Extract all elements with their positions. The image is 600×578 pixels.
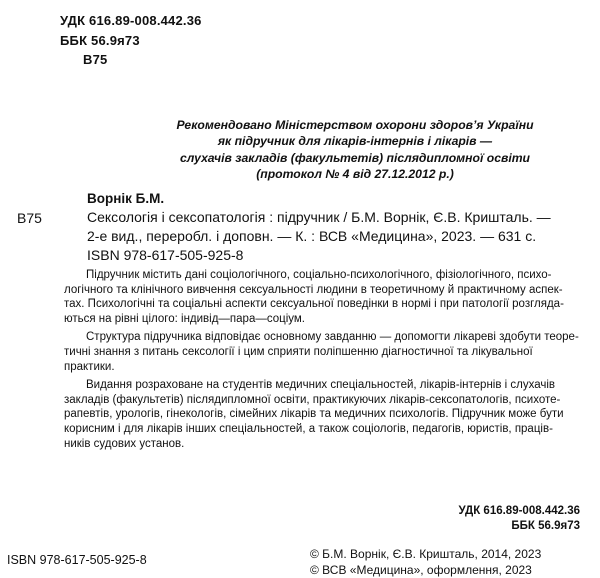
copyright-line: © Б.М. Ворнік, Є.В. Кришталь, 2014, 2023 <box>310 547 541 563</box>
author-mark-marker: В75 <box>17 210 42 226</box>
abstract-paragraph <box>64 268 594 326</box>
abstract-line: тичні знання з питань сексології і цим сприяти поліпшенню діагностичної та лікувальної <box>64 345 594 360</box>
biblio-line: Сексологія і сексопатологія : підручник / Б.М. Ворнік, Є.В. Кришталь. — <box>87 208 592 227</box>
udk-code: УДК 616.89-008.442.36 <box>60 13 202 28</box>
bottom-classification <box>458 504 580 534</box>
recommendation-line: Рекомендовано Міністерством охорони здоров’я України <box>150 117 560 133</box>
author-name: Ворнік Б.М. <box>87 191 164 206</box>
isbn-bottom: ISBN 978-617-505-925-8 <box>7 553 147 567</box>
biblio-isbn: ISBN 978-617-505-925-8 <box>87 246 592 265</box>
ministry-recommendation <box>150 117 560 183</box>
abstract-line: корисним і для лікарів інших спеціальностей, а також соціологів, педагогів, юристів, праців- <box>64 422 594 437</box>
udk-code-bottom: УДК 616.89-008.442.36 <box>458 504 580 519</box>
copyright-line: © ВСВ «Медицина», оформлення, 2023 <box>310 563 541 578</box>
abstract-line: практики. <box>64 360 594 375</box>
recommendation-line: як підручник для лікарів-інтернів і лікарів — <box>150 133 560 149</box>
abstract-line: Видання розраховане на студентів медичних спеціальностей, лікарів-інтернів і слухачів <box>64 378 594 393</box>
abstract-line: ників судових установ. <box>64 437 594 452</box>
author-mark-code: В75 <box>83 52 107 67</box>
recommendation-line: слухачів закладів (факультетів) післядипломної освіти <box>150 150 560 166</box>
abstract-line: закладів (факультетів) післядипломної освіти, практикуючих лікарів-сексопатологів, психоте- <box>64 393 594 408</box>
abstract-line: Підручник містить дані соціологічного, соціально-психологічного, фізіологічного, психо- <box>64 268 594 283</box>
abstract-line: логічного та клінічного вивчення сексуальності людини в теоретичному й практичному аспек- <box>64 283 594 298</box>
biblio-line: 2-е вид., переробл. і доповн. — К. : ВСВ «Медицина», 2023. — 631 с. <box>87 227 592 246</box>
book-abstract <box>64 268 594 455</box>
bbk-code: ББК 56.9я73 <box>60 33 140 48</box>
bbk-code-bottom: ББК 56.9я73 <box>458 519 580 534</box>
abstract-paragraph <box>64 330 594 374</box>
recommendation-line: (протокол № 4 від 27.12.2012 р.) <box>150 166 560 182</box>
abstract-paragraph <box>64 378 594 451</box>
bibliographic-record <box>87 208 592 265</box>
abstract-line: рапевтів, урологів, гінекологів, сімейних лікарів та медичних психологів. Підручник може бути <box>64 407 594 422</box>
abstract-line: Структура підручника відповідає основному завданню — допомогти лікареві здобути теоре- <box>64 330 594 345</box>
copyright-block <box>310 547 541 578</box>
abstract-line: тах. Психологічні та соціальні аспекти сексуальної поведінки в нормі і при патології розгляда- <box>64 297 594 312</box>
abstract-line: ються на рівні цілого: індивід—пара—соціум. <box>64 312 594 327</box>
